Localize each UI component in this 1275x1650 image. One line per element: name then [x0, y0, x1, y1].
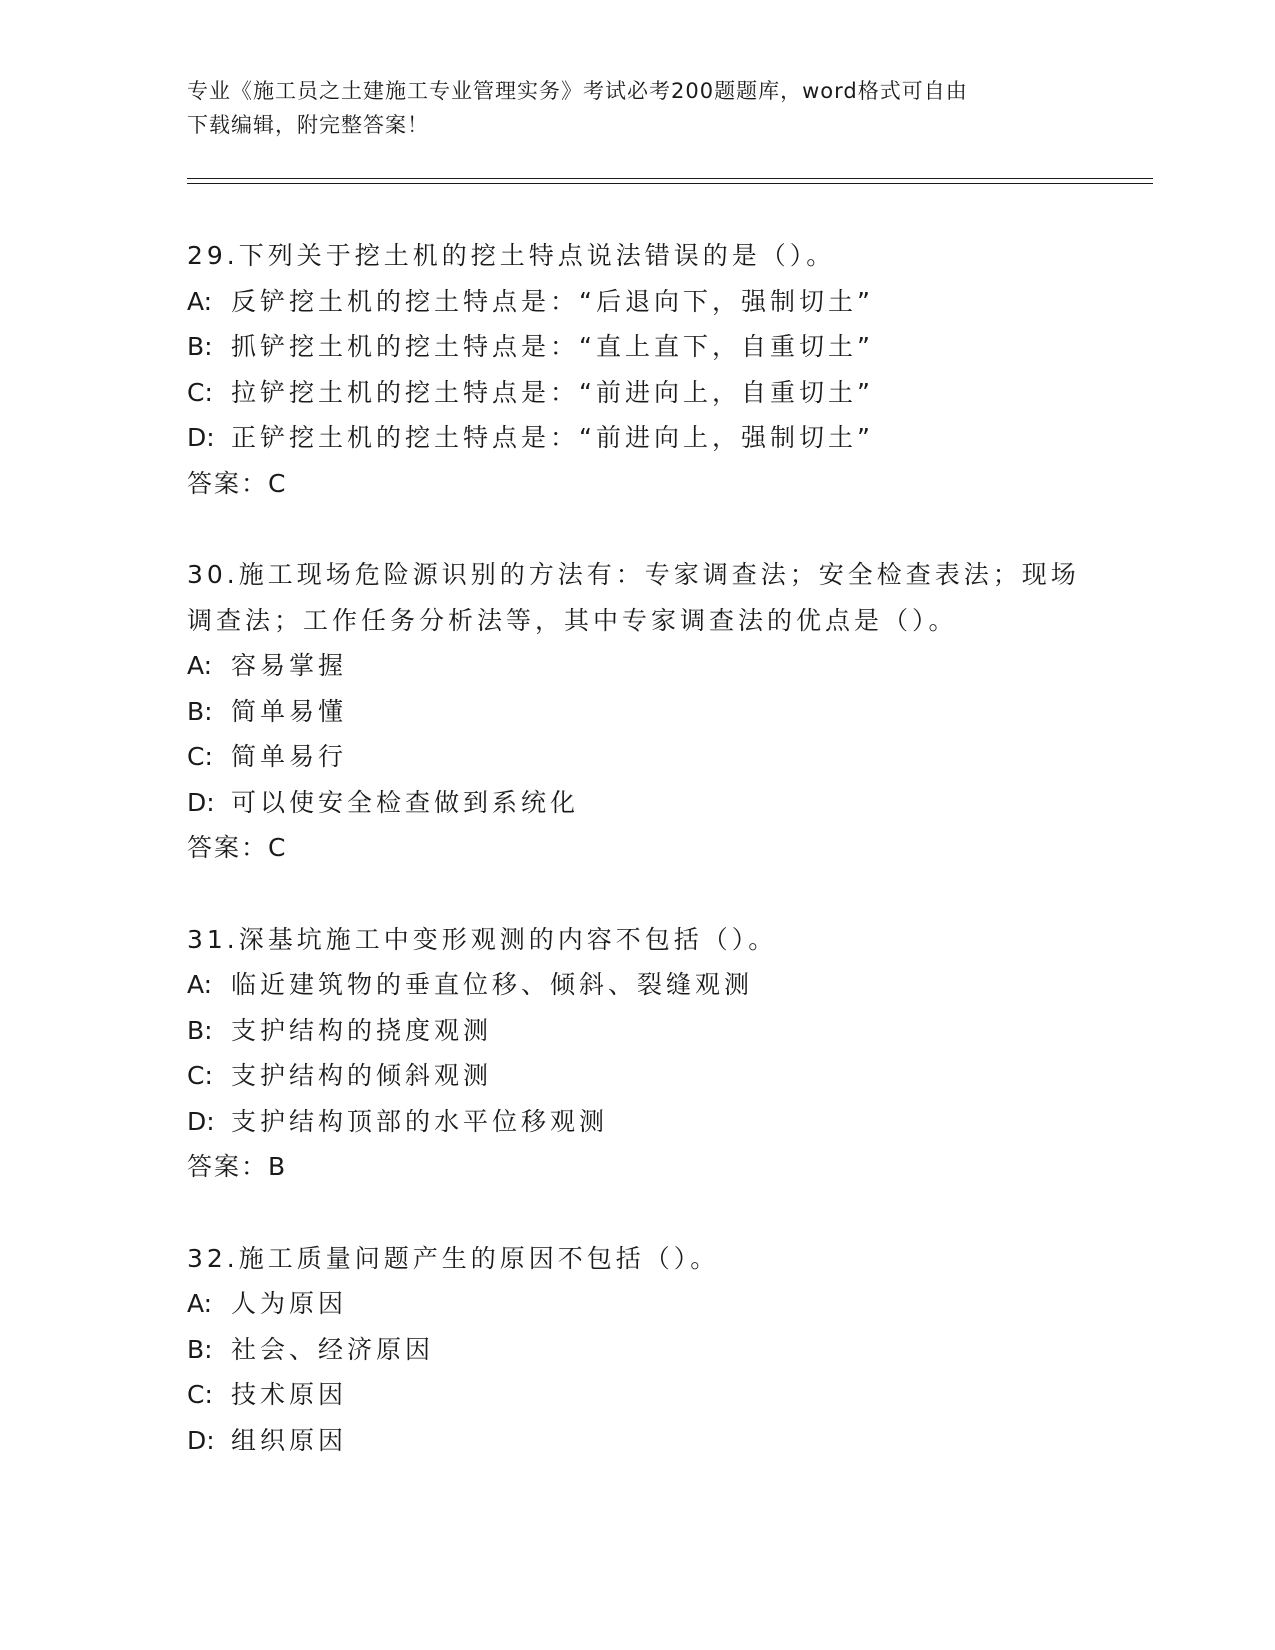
option-text: 支护结构的倾斜观测 [231, 1061, 493, 1090]
option-letter: C: [187, 377, 213, 407]
answer-option [187, 689, 1087, 735]
question-stem-line: 31.深基坑施工中变形观测的内容不包括（）。 [187, 924, 778, 954]
question-stem-line: 调查法；工作任务分析法等，其中专家调查法的优点是（）。 [187, 605, 958, 635]
answer-option [187, 324, 1087, 370]
option-text: 正铲挖土机的挖土特点是：“前进向上，强制切土” [231, 423, 874, 452]
option-text: 可以使安全检查做到系统化 [231, 787, 580, 817]
option-text: 拉铲挖土机的挖土特点是：“前进向上，自重切土” [231, 377, 874, 407]
answer-option [187, 1281, 1087, 1327]
option-letter: D: [187, 423, 215, 452]
answer-option [187, 1099, 1087, 1145]
option-text: 简单易懂 [231, 696, 348, 726]
question-stem [187, 233, 1087, 279]
header-line-1: 专业《施工员之土建施工专业管理实务》考试必考200题题库，word格式可自由 [187, 79, 968, 103]
answer-option [187, 1372, 1087, 1418]
answer-option [187, 1053, 1087, 1099]
question-stem-line: 32.施工质量问题产生的原因不包括（）。 [187, 1243, 720, 1273]
answer-option [187, 1008, 1087, 1054]
answer-key: 答案：C [187, 833, 288, 862]
question-block [187, 1236, 1087, 1464]
answer-option [187, 370, 1087, 416]
option-text: 简单易行 [231, 742, 348, 771]
answer-option [187, 279, 1087, 325]
option-text: 支护结构的挠度观测 [231, 1015, 493, 1045]
question-block [187, 233, 1087, 506]
option-text: 抓铲挖土机的挖土特点是：“直上直下，自重切土” [231, 332, 874, 361]
option-text: 临近建筑物的垂直位移、倾斜、裂缝观测 [231, 970, 754, 999]
question-block [187, 552, 1087, 871]
document-header [187, 74, 1087, 142]
answer-option [187, 643, 1087, 689]
answer-option [187, 962, 1087, 1008]
question-stem-line: 29.下列关于挖土机的挖土特点说法错误的是（）。 [187, 241, 836, 270]
question-stem [187, 1236, 1087, 1282]
option-text: 支护结构顶部的水平位移观测 [231, 1106, 609, 1136]
option-letter: B: [187, 1015, 213, 1045]
question-stem [187, 552, 1087, 643]
option-text: 组织原因 [231, 1425, 348, 1455]
option-letter: A: [187, 651, 213, 680]
option-letter: C: [187, 1061, 213, 1090]
option-letter: B: [187, 696, 213, 726]
option-text: 技术原因 [231, 1380, 348, 1409]
question-stem-line: 30.施工现场危险源识别的方法有：专家调查法；安全检查表法；现场 [187, 560, 1080, 589]
option-letter: D: [187, 1425, 215, 1455]
answer-key: 答案：B [187, 1152, 288, 1181]
question-stem [187, 917, 1087, 963]
header-divider-bottom [187, 183, 1153, 184]
option-letter: B: [187, 1334, 213, 1364]
option-letter: C: [187, 1380, 213, 1409]
option-letter: D: [187, 1106, 215, 1136]
option-letter: A: [187, 970, 213, 999]
option-letter: A: [187, 1289, 213, 1318]
option-text: 容易掌握 [231, 651, 348, 680]
answer-option [187, 1327, 1087, 1373]
answer-option [187, 780, 1087, 826]
header-line-2: 下载编辑，附完整答案！ [187, 113, 429, 137]
answer-option [187, 734, 1087, 780]
option-text: 反铲挖土机的挖土特点是：“后退向下，强制切土” [231, 286, 874, 316]
answer-key: 答案：C [187, 468, 288, 498]
question-list [187, 233, 1087, 1509]
option-letter: B: [187, 332, 213, 361]
question-block [187, 917, 1087, 1190]
option-text: 人为原因 [231, 1289, 348, 1318]
header-divider-top [187, 178, 1153, 179]
option-letter: C: [187, 742, 213, 771]
option-text: 社会、经济原因 [231, 1334, 435, 1364]
option-letter: A: [187, 286, 213, 316]
option-letter: D: [187, 787, 215, 817]
answer-option [187, 415, 1087, 461]
answer-option [187, 1418, 1087, 1464]
